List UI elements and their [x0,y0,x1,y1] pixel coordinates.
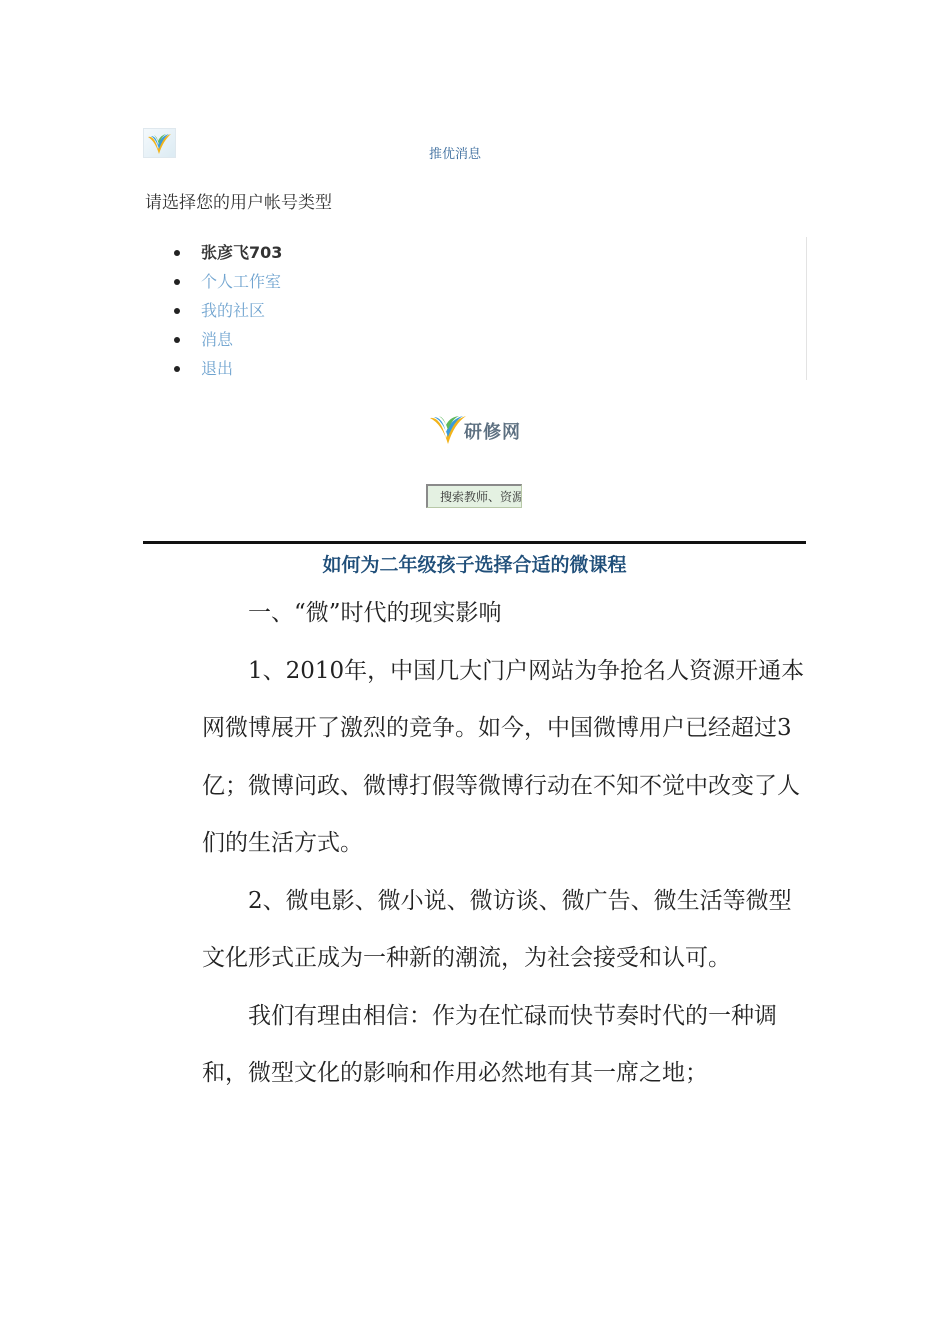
title-divider [143,541,806,544]
search-input[interactable] [426,484,522,508]
site-logo-small[interactable] [143,128,176,158]
article-paragraph: 2、微电影、微小说、微访谈、微广告、微生活等微型文化形式正成为一种新的潮流，为社会接受和认可。 [202,887,792,971]
user-menu [172,240,282,385]
article-title: 如何为二年级孩子选择合适的微课程 [322,554,627,576]
site-logo-text: 研修网 [464,422,521,443]
user-menu-my-community[interactable]: 我的社区 [172,298,282,327]
article-paragraph: 我们有理由相信：作为在忙碌而快节奏时代的一种调和，微型文化的影响和作用必然地有其一席之地； [202,1002,777,1086]
yanxiu-logo-icon [428,408,468,448]
promo-messages-link[interactable]: 推优消息 [428,147,481,162]
article-paragraph: 1、2010年，中国几大门户网站为争抢名人资源开通本网微博展开了激烈的竞争。如今，中国微博用户已经超过3亿；微博问政、微博打假等微博行动在不知不觉中改变了人们的生活方式。 [202,657,805,856]
article-body [202,585,807,1103]
check-logo-icon [144,129,175,157]
menu-divider [806,237,807,380]
account-type-prompt: 请选择您的用户帐号类型 [145,193,332,213]
user-menu-personal-studio[interactable]: 个人工作室 [172,269,282,298]
user-menu-messages[interactable]: 消息 [172,327,282,356]
user-menu-username: 张彦飞703 [172,240,282,269]
user-menu-logout[interactable]: 退出 [172,356,282,385]
article-paragraph: 一、“微”时代的现实影响 [248,600,502,626]
